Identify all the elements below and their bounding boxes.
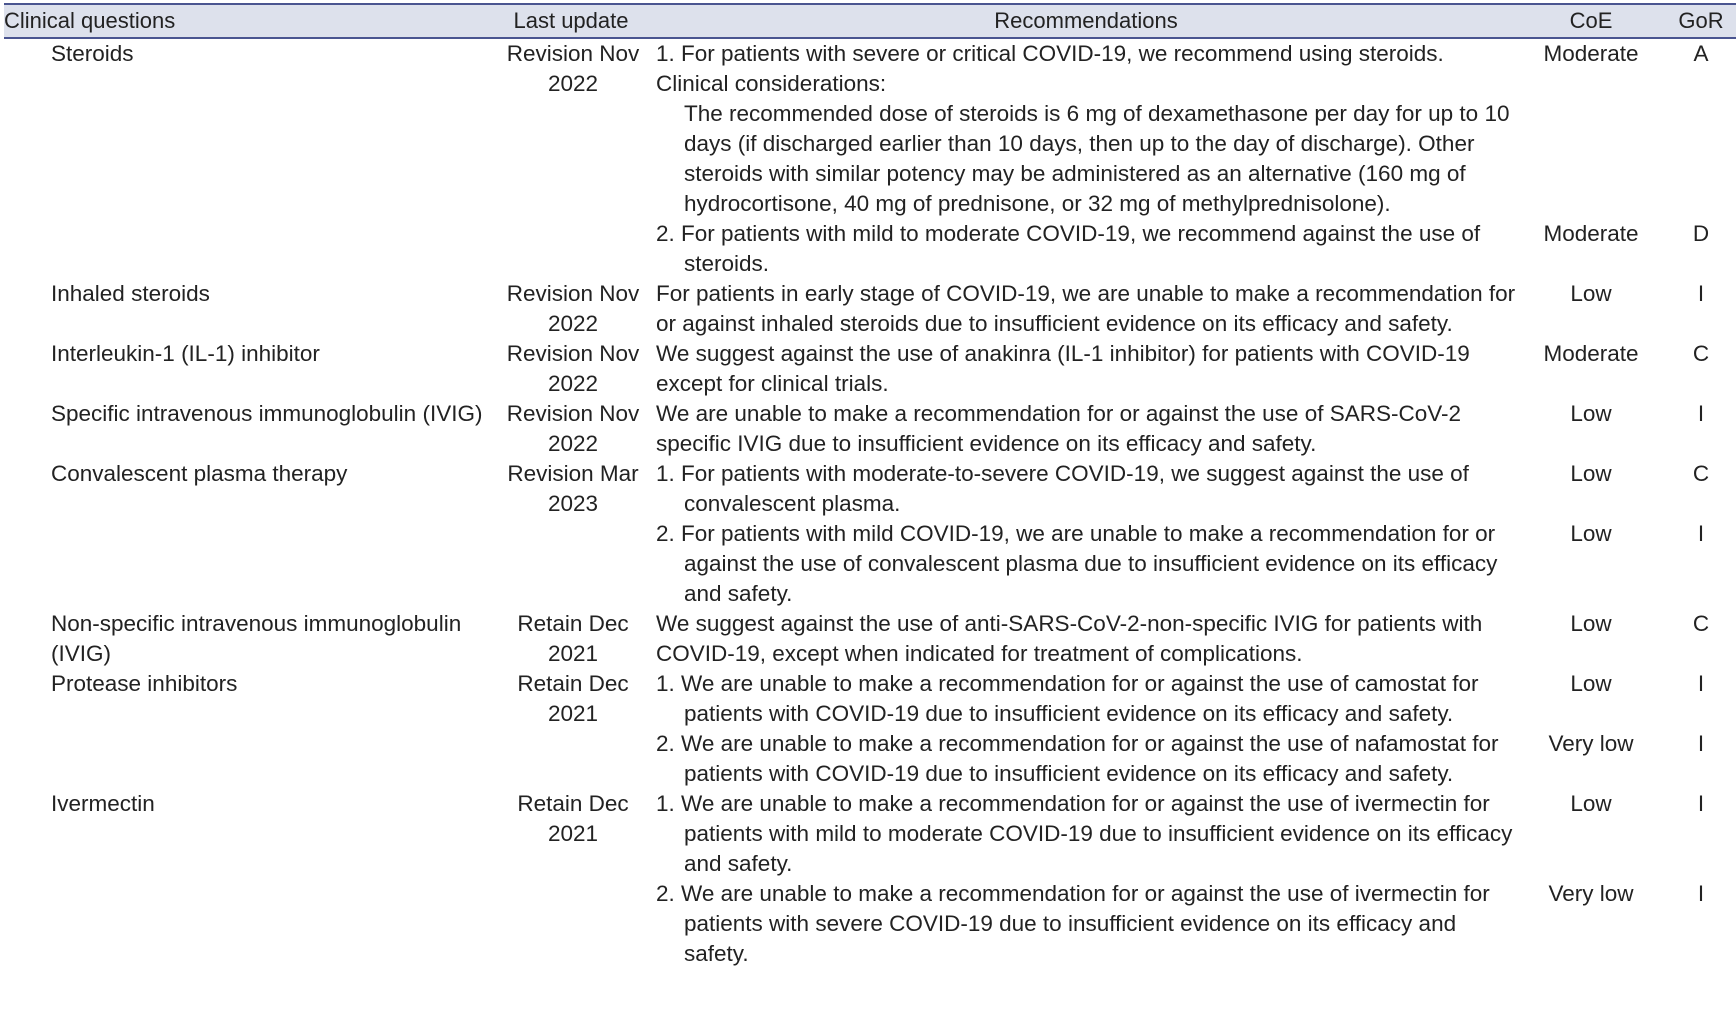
recommendation-text: For patients in early stage of COVID-19, we are unable to make a recommendation for or against inhaled steroids due to insufficient evidence on its efficacy and safety.: [656, 281, 1516, 336]
recommendation-text: 1. We are unable to make a recommendation for or against the use of ivermectin for patients with mild to moderate COVID-19 due to insufficient evidence on its efficacy and safety.: [656, 791, 1513, 876]
recommendation: [656, 279, 1705, 339]
coe-value: Low: [1570, 671, 1612, 696]
table-row: [4, 339, 1736, 399]
recommendation-text: We are unable to make a recommendation for or against the use of SARS-CoV-2 specific IVIG due to insufficient evidence on its efficacy and safety.: [656, 401, 1462, 456]
recommendation-text: 1. For patients with severe or critical COVID-19, we recommend using steroids.: [656, 41, 1444, 66]
header-last-update: Last update: [513, 8, 629, 33]
recommendation: [656, 789, 1705, 879]
table-row: [4, 459, 1736, 609]
recommendation: [656, 609, 1710, 669]
gor-value: I: [1697, 281, 1705, 306]
coe-value: Low: [1570, 401, 1612, 426]
header-coe: CoE: [1569, 8, 1613, 33]
gor-value: I: [1697, 731, 1705, 756]
header-clinical-questions: Clinical questions: [4, 8, 176, 33]
table-body: [4, 39, 1736, 969]
clinical-question: Specific intravenous immunoglobulin (IVIG): [51, 401, 483, 426]
recommendation: [656, 39, 1709, 69]
table-row: [4, 39, 1736, 279]
recommendation-text: 1. We are unable to make a recommendation for or against the use of camostat for patients with COVID-19 due to insufficient evidence on its efficacy and safety.: [656, 671, 1479, 726]
recommendation: [656, 519, 1705, 609]
gor-value: I: [1697, 881, 1705, 906]
recommendation: [656, 459, 1710, 519]
gor-value: D: [1692, 221, 1710, 246]
table-row: [4, 279, 1736, 339]
last-update: Revision Nov 2022: [506, 401, 640, 456]
last-update: Revision Nov 2022: [506, 41, 640, 96]
recommendation-text: 2. For patients with mild to moderate COVID-19, we recommend against the use of steroids.: [656, 221, 1481, 276]
coe-value: Moderate: [1543, 341, 1639, 366]
last-update: Retain Dec 2021: [517, 611, 629, 666]
last-update: Revision Nov 2022: [506, 341, 640, 396]
clinical-question: Interleukin-1 (IL-1) inhibitor: [51, 341, 320, 366]
recommendation-text: We suggest against the use of anakinra (IL-1 inhibitor) for patients with COVID-19 except for clinical trials.: [656, 341, 1470, 396]
coe-value: Very low: [1548, 731, 1634, 756]
coe-value: Moderate: [1543, 221, 1639, 246]
coe-value: Low: [1570, 521, 1612, 546]
coe-value: Low: [1570, 461, 1612, 486]
last-update: Retain Dec 2021: [517, 791, 629, 846]
coe-value: Moderate: [1543, 41, 1639, 66]
clinical-question: Ivermectin: [51, 791, 155, 816]
recommendation: [656, 879, 1705, 969]
clinical-question: Steroids: [51, 41, 134, 66]
gor-value: I: [1697, 521, 1705, 546]
table-row: [4, 669, 1736, 789]
gor-value: C: [1692, 341, 1710, 366]
recommendation: [656, 729, 1705, 789]
recommendation: [656, 219, 1710, 279]
clinical-question: Non-specific intravenous immunoglobulin (IVIG): [51, 611, 462, 666]
clinical-question: Protease inhibitors: [51, 671, 238, 696]
recommendation: [656, 399, 1705, 459]
last-update: Retain Dec 2021: [517, 671, 629, 726]
table-header: [4, 3, 1736, 39]
recommendation-text: 2. For patients with mild COVID-19, we are unable to make a recommendation for or against the use of convalescent plasma due to insufficient evidence on its efficacy and safety.: [656, 521, 1498, 606]
gor-value: C: [1692, 461, 1710, 486]
gor-value: C: [1692, 611, 1710, 636]
recommendation-text: 1. For patients with moderate-to-severe COVID-19, we suggest against the use of convalescent plasma.: [656, 461, 1469, 516]
last-update: Revision Mar 2023: [507, 461, 639, 516]
header-recommendations: Recommendations: [994, 8, 1178, 33]
recommendations-table: [4, 3, 1736, 969]
recommendation: [656, 669, 1705, 729]
table-row: [4, 789, 1736, 969]
clinical-considerations: [656, 69, 1516, 219]
header-gor: GoR: [1678, 8, 1724, 33]
recommendation-text: 2. We are unable to make a recommendation for or against the use of nafamostat for patients with COVID-19 due to insufficient evidence on its efficacy and safety.: [656, 731, 1499, 786]
gor-value: A: [1693, 41, 1709, 66]
clinical-question: Convalescent plasma therapy: [51, 461, 348, 486]
coe-value: Low: [1570, 281, 1612, 306]
recommendation: [656, 339, 1710, 399]
coe-value: Low: [1570, 611, 1612, 636]
table-row: [4, 609, 1736, 669]
table-row: [4, 399, 1736, 459]
recommendation-text: 2. We are unable to make a recommendation for or against the use of ivermectin for patients with severe COVID-19 due to insufficient evidence on its efficacy and safety.: [656, 881, 1490, 966]
gor-value: I: [1697, 791, 1705, 816]
gor-value: I: [1697, 671, 1705, 696]
gor-value: I: [1697, 401, 1705, 426]
considerations-label: Clinical considerations:: [656, 71, 887, 96]
last-update: Revision Nov 2022: [506, 281, 640, 336]
coe-value: Low: [1570, 791, 1612, 816]
considerations-text: The recommended dose of steroids is 6 mg of dexamethasone per day for up to 10 days (if discharged earlier than 10 days, then up to the day of discharge). Other steroids with similar potency may be administered as an alternative (160 mg of hydrocortisone, 40 mg of prednisone, or 32 mg of methylprednisolone).: [684, 101, 1510, 216]
coe-value: Very low: [1548, 881, 1634, 906]
recommendation-text: We suggest against the use of anti-SARS-CoV-2-non-specific IVIG for patients with COVID-19, except when indicated for treatment of complications.: [656, 611, 1483, 666]
clinical-question: Inhaled steroids: [51, 281, 210, 306]
